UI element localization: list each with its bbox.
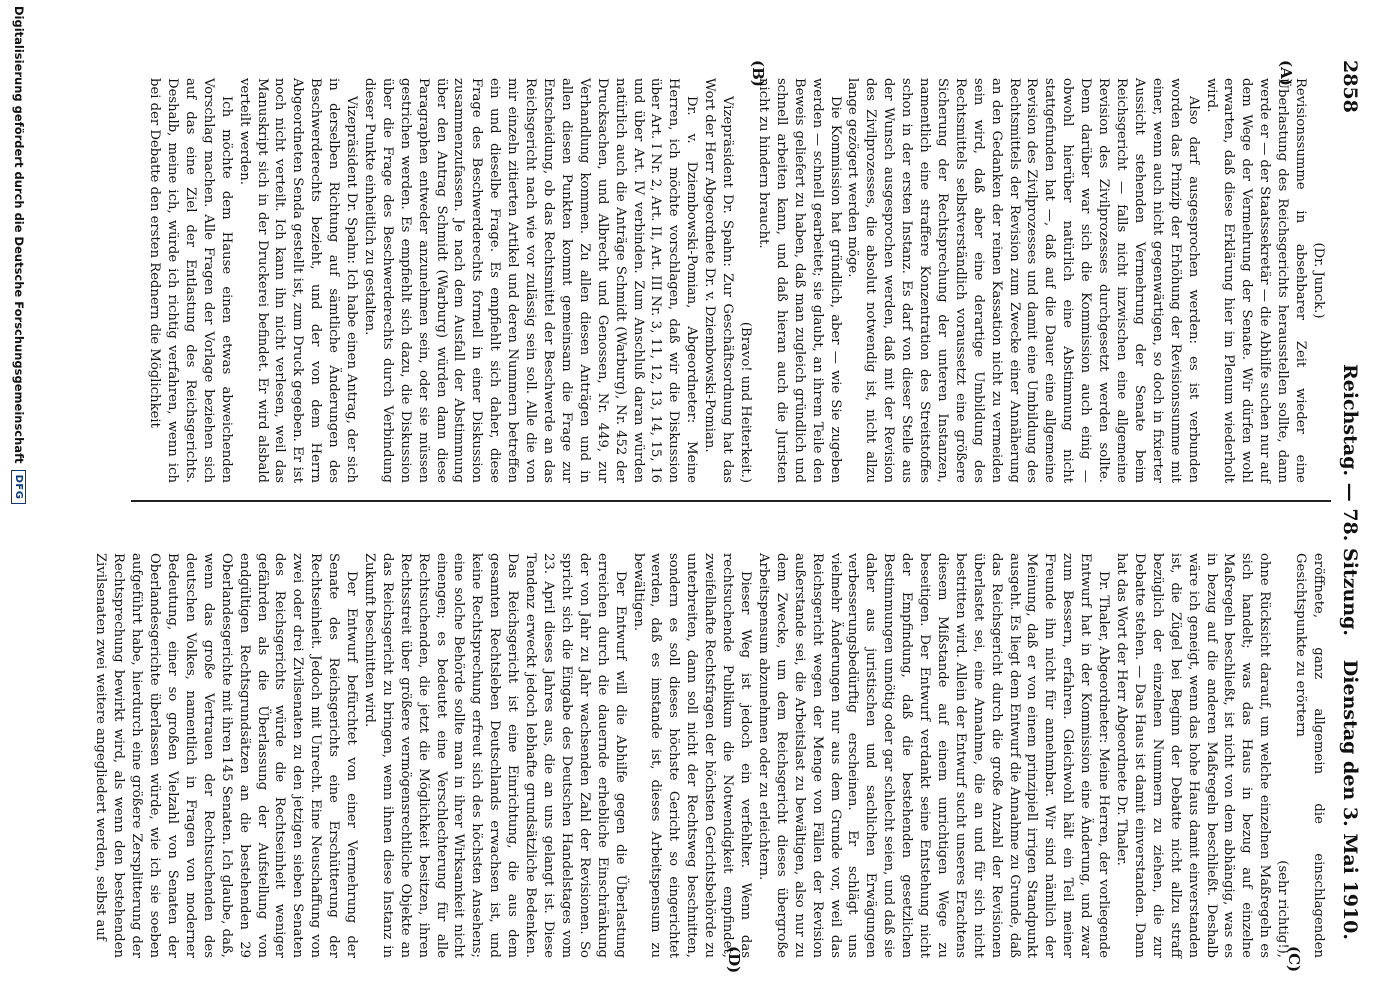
left-column [137,78,1327,483]
paragraph: Dieser Weg ist jedoch ein verfehlter. Wenn das rechtsuchende Publikum die Notwendigkeit empfindet, zweifelhafte Rechtsfragen der höchsten Gerichtsbehörde zu unterbreiten, dann soll nicht der Rechtsweg beschnitten, sondern es soll dieses höchste Gericht so eingerichtet werden, daß es imstande ist, dieses Arbeitspensum zu bewältigen. [630,553,753,958]
digitization-credit [7,6,31,994]
paragraph: Die Kommission hat gründlich, aber — wie Sie zugeben werden — schnell gearbeitet; sie glaubt, an ihrem Teile den Beweis geliefert zu haben, daß man zugleich gründlich und schnell arbeiten kann, und daß hieran auch die Juristen nicht zu hindern braucht. [755,78,843,483]
speaker-continuation: (Dr. Junck.) [1311,242,1326,319]
paragraph: Also darf ausgesprochen werden: es ist verbunden worden das Prinzip der Erhöhung der Revisionssumme mit einer, wenn auch nicht gegenwärtigen, so doch in fixierter Aussicht stehenden Vermehrung der Senate beim Reichsgericht — falls nicht inzwischen eine allgemeine Revision des Zivilprozesses durchgesetzt werden sollte. Denn darüber war sich die Kommission auch einig — obwohl hierüber natürlich eine Abstimmung nicht stattgefunden hat —, daß auf die Dauer eine allgemeine Revision des Zivilprozesses und damit eine Umbildung des Rechtsmittels der Revision zum Zwecke einer Annäherung an den Gedanken der reinen Kassation nicht zu vermeiden sein wird, daß aber eine derartige Umbildung des Rechtsmittels selbstverständlich voraussetzt eine größere Sicherung der Rechtsprechung der unteren Instanzen, namentlich eine straffere Konzentration des Streitstoffes schon in der ersten Instanz. Es darf von dieser Stelle aus der Wunsch ausgesprochen werden, daß mit der Revision des Zivilprozesses, die absolut notwendig ist, nicht allzu lange gezögert werden möge. [845,78,1201,483]
margin-marker-c: (C) [1285,946,1303,973]
approval-note: (sehr richtig!), [1275,860,1291,958]
paragraph: Ich möchte dem Hause einen etwas abweichenden Vorschlag machen. Alle Fragen der Vorlage beziehen sich auf das eine Ziel der Entlastung des Reichsgerichts. Deshalb, meine ich, würde ich richtig verfahren, wenn ich bei der Debatte den ersten Rednern die Möglichkeit [147,78,234,483]
page-header [1333,60,1365,940]
applause-note: (Bravo! und Heiterkeit.) [738,321,753,483]
right-column [93,553,1327,958]
dfg-logo: DFG [12,470,27,505]
paragraph: Dr. v. Dziembowski-Pomian, Abgeordneter: Meine Herren, ich möchte vorschlagen, daß wir die Diskussion über Art. I Nr. 2, Art. II, Art. III Nr. 3, 11, 12, 13, 14, 15, 16 und über Art. IV verbinden. Zum Anschluß daran würden natürlich auch die Anträge Schmidt (Warburg), Nr. 452 der Drucksachen, und Albrecht und Genossen, Nr. 449, zur Verhandlung kommen. Zu allen diesen Anträgen und in allen diesen Punkten kommt gemeinsam die Frage zur Entscheidung, ob das Rechtsmittel der Beschwerde an das Reichsgericht nach wie vor zulässig sein soll. Alle die von mir einzeln zitierten Artikel und deren Nummern betreffen ein und dieselbe Frage. Es empfiehlt sich daher, diese Frage des Beschwerderechts formell in einer Diskussion zusammenzufassen. Je nach dem Ausfall der Abstimmung über den Antrag Schmidt (Warburg) würden dann diese Paragraphen entweder anzunehmen sein, oder sie müssen gestrichen werden. Es empfiehlt sich dazu, die Diskussion über die Frage des Beschwerderechts durch Verbindung dieser Punkte einheitlich zu gestalten. [361,78,700,483]
margin-marker-b: (B) [749,60,767,87]
session-date: Dienstag den 3. Mai 1910. [1339,659,1361,940]
paragraph: Revisionssumme in absehbarer Zeit wieder eine Überlastung des Reichsgerichts herausstellen sollte, dann werde er — der Staatssekretär — die Abhilfe suchen nur auf dem Wege der Vermehrung der Senate. Wir dürfen wohl erwarten, daß diese Erklärung hier im Plenum wiederholt wird. [1203,78,1309,483]
margin-marker-a: (A) [1277,60,1295,86]
running-title: Reichstag. — 78. Sitzung. [1339,363,1361,637]
paragraph: eröffnete, ganz allgemein die einschlagenden Gesichtspunkte zu erörtern [1293,553,1326,958]
column-divider [131,500,1331,502]
paragraph: Vizepräsident Dr. Spahn: Zur Geschäftsordnung hat das Wort der Herr Abgeordnete Dr. v. Dziembowski-Pomian. [702,78,736,483]
paragraph: Dr. Thaler, Abgeordneter: Meine Herren, der vorliegende Entwurf hat in der Kommission eine Änderung, und zwar zum Bessern, erfahren. Gleichwohl hält ein Teil meiner Freunde ihn nicht für annehmbar. Wir sind nämlich der Meinung, daß er von einem prinzipiell irrigen Standpunkt ausgeht. Es liegt dem Entwurf die Annahme zu Grunde, daß das Reichsgericht durch die große Anzahl der Revisionen überlastet sei, eine Annahme, die an und für sich nicht bestritten wird. Allein der Entwurf sucht unseres Erachtens diesem Mißstande auf einem unrichtigen Wege zu beseitigen. Der Entwurf verdankt seine Entstehung nicht der Empfindung, daß die bestehenden gesetzlichen Bestimmungen unnötig oder gar schlecht seien, und daß sie daher aus juristischen und sachlichen Erwägungen verbesserungsbedürftig erscheinen. Er schlägt uns vielmehr Änderungen nur aus dem Grunde vor, weil das Reichsgericht wegen der Menge von Fällen der Revision außerstande sei, die Arbeitslast zu bewältigen, also nur zu dem Zwecke, um dem Reichsgericht dieses übergroße Arbeitspensum abzunehmen oder zu erleichtern. [755,553,1112,958]
paragraph: Vizepräsident Dr. Spahn: Ich habe einen Antrag, der sich in derselben Richtung auf sämtliche Änderungen des Beschwerderechts bezieht, und der von dem Herrn Abgeordneten Senda gestellt ist, zum Druck gegeben. Er ist noch nicht verteilt. Ich kann ihn nicht verlesen, weil das Manuskript sich in der Druckerei befindet. Er wird alsbald verteilt werden. [236,78,360,483]
page-number: 2858 [1339,60,1361,113]
paragraph: ohne Rücksicht darauf, um welche einzelnen Maßregeln es sich handelt; was das Haus in bezug auf einzelne Maßregeln beschließt, ist nicht von dem abhängig, was es in bezug auf die anderen Maßregeln beschließt. Deshalb wäre ich geneigt, wenn das hohe Haus damit einverstanden ist, die Zügel bei Beginn der Debatte nicht allzu straff bezüglich der einzelnen Nummern zu ziehen, die zur Debatte stehen. — Das Haus ist damit einverstanden. Dann hat das Wort der Herr Abgeordnete Dr. Thaler. [1114,553,1273,958]
margin-marker-d: (D) [725,946,743,974]
paragraph: Der Entwurf befürchtet von einer Vermehrung der Senate des Reichsgerichts eine Erschütterung der Rechtseinheit. Jedoch mit Unrecht. Eine Neuschaffung von zwei oder drei Zivilsenaten zu den jetzigen sieben Senaten des Reichsgerichts würde die Rechtseinheit weniger gefährden als die Überlassung der Aufstellung von endgültigen Rechtsgrundsätzen an die bestehenden 29 Oberlandesgerichte mit ihren 145 Senaten. Ich glaube, daß, wenn das große Vertrauen der Rechtsuchenden des deutschen Volkes, namentlich in Fragen von moderner Bedeutung, einer so großen Vielzahl von Senaten der Oberlandesgerichte überlassen würde, wie ich sie soeben aufgeführt habe, hierdurch eine größere Zersplitterung der Rechtsprechung bewirkt wird, als wenn den bestehenden Zivilsenaten zwei weitere angegliedert werden, selbst auf [93,553,360,958]
paragraph: Der Entwurf will die Abhilfe gegen die Überlastung erreichen durch die dauernde erhebliche Einschränkung der von Jahr zu Jahr wachsenden Zahl der Revisionen. So spricht sich die Eingabe des Deutschen Handelstages vom 23. April dieses Jahres aus, die an uns gelangt ist. Diese Tendenz erweckt jedoch lebhafte grundsätzliche Bedenken. Das Reichsgericht ist eine Einrichtung, die aus dem gesamten Rechtsleben Deutschlands erwachsen ist, und keine Rechtsprechung erfreut sich des höchsten Ansehens; eine solche Behörde sollte man in ihrer Wirksamkeit nicht einengen; es bedeutet eine Verschlechterung für alle Rechtsuchenden, die jetzt die Möglichkeit besitzen, ihren Rechtsstreit über größere vermögensrechtliche Objekte an das Reichsgericht zu bringen, wenn ihnen diese Instanz in Zukunft beschnitten wird. [361,553,628,958]
credit-text: Digitalisierung gefördert durch die Deutsche Forschungsgemeinschaft [12,6,26,464]
